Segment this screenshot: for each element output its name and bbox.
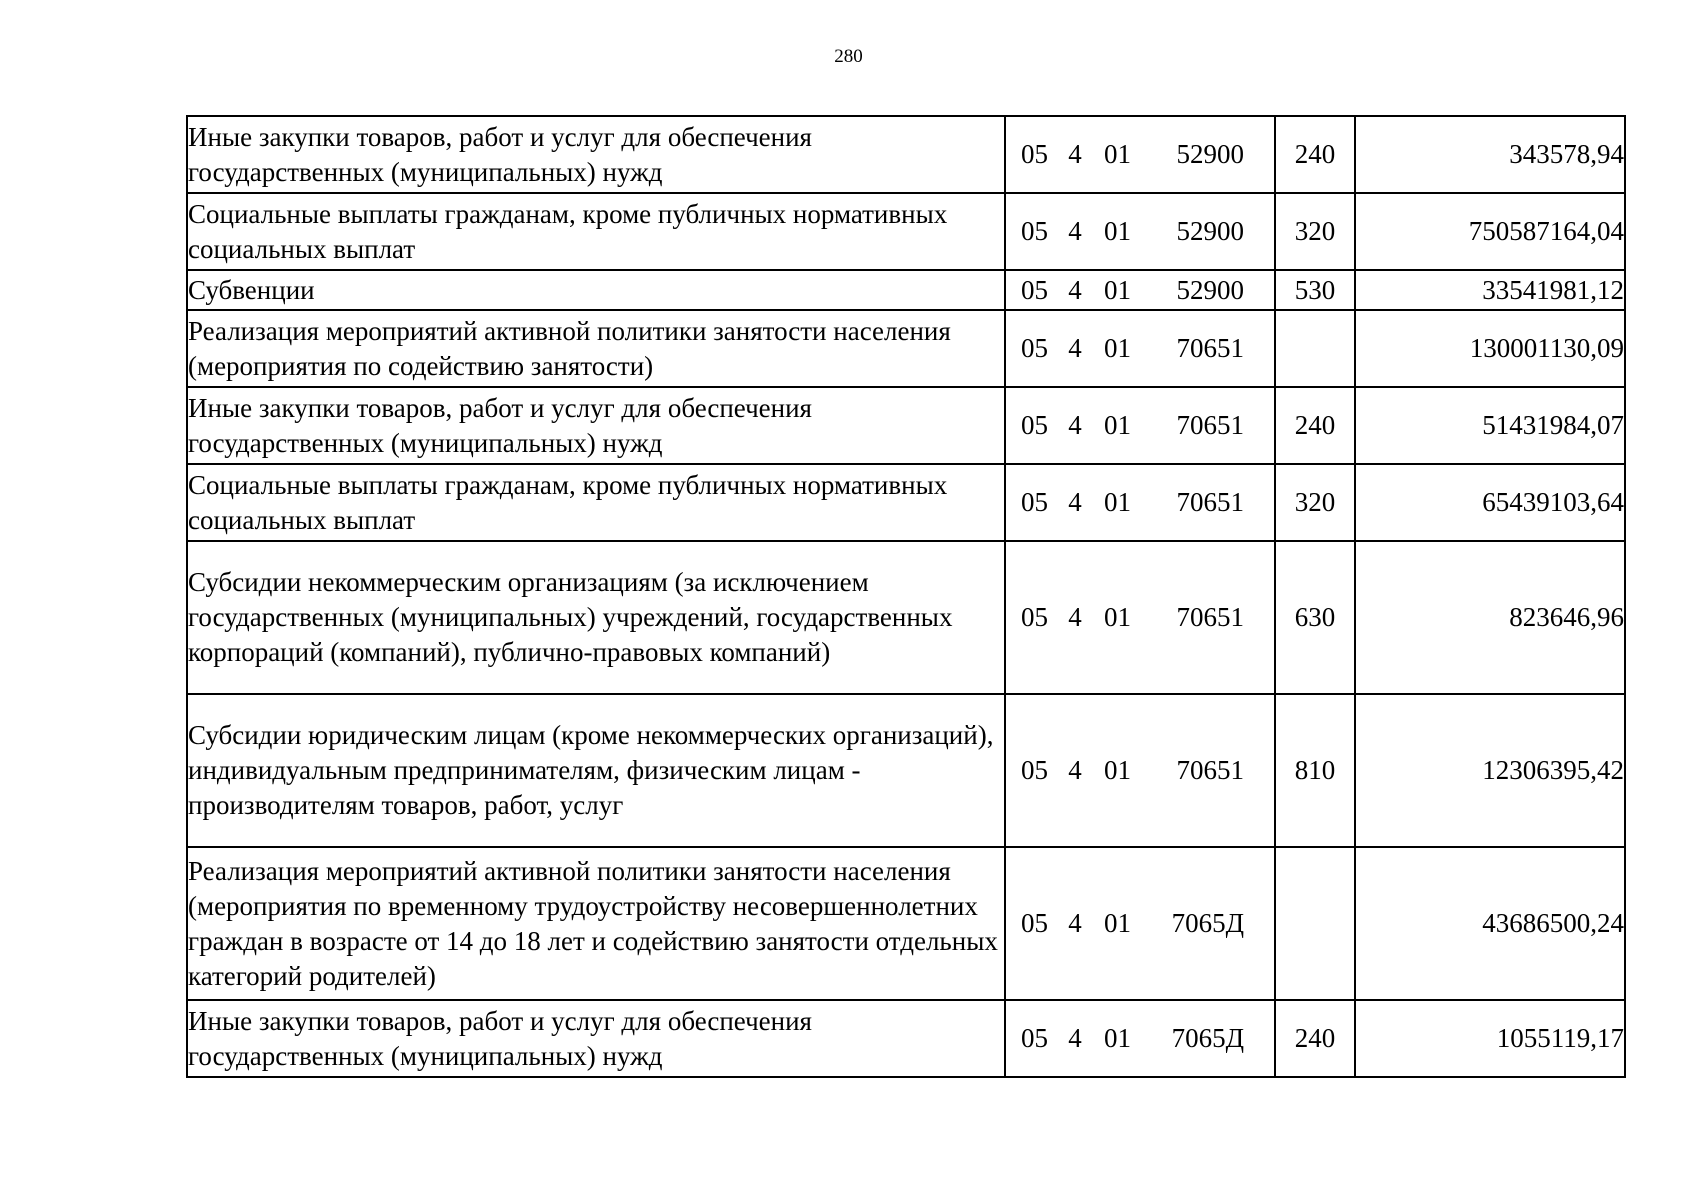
row-expense-type: 320	[1275, 464, 1355, 541]
row-code	[1005, 694, 1275, 847]
code-direction: 7065Д	[1171, 1023, 1244, 1053]
code-section: 05	[1021, 602, 1048, 632]
row-amount: 1055119,17	[1355, 1000, 1625, 1077]
code-program: 4	[1068, 274, 1082, 305]
code-direction: 70651	[1176, 487, 1244, 517]
code-subprogram: 01	[1104, 602, 1131, 632]
code-direction: 70651	[1176, 755, 1244, 785]
row-code	[1005, 193, 1275, 270]
row-expense-type: 810	[1275, 694, 1355, 847]
row-name: Реализация мероприятий активной политики занятости населения (мероприятия по временному трудоустройству несовершеннолетних граждан в возрасте от 14 до 18 лет и содействию занятости отдельных категорий родителей)	[187, 847, 1005, 1000]
code-program: 4	[1068, 908, 1082, 938]
code-program: 4	[1068, 1023, 1082, 1053]
row-amount: 12306395,42	[1355, 694, 1625, 847]
code-subprogram: 01	[1104, 487, 1131, 517]
row-name: Субсидии некоммерческим организациям (за исключением государственных (муниципальных) учреждений, государственных корпораций (компаний), публично-правовых компаний)	[187, 541, 1005, 694]
code-section: 05	[1021, 216, 1048, 246]
row-amount: 343578,94	[1355, 116, 1625, 193]
code-section: 05	[1021, 410, 1048, 440]
code-program: 4	[1068, 410, 1082, 440]
row-code	[1005, 541, 1275, 694]
code-section: 05	[1021, 487, 1048, 517]
row-name: Социальные выплаты гражданам, кроме публичных нормативных социальных выплат	[187, 464, 1005, 541]
row-amount: 823646,96	[1355, 541, 1625, 694]
row-name: Субсидии юридическим лицам (кроме некоммерческих организаций), индивидуальным предпринимателям, физическим лицам - производителям товаров, работ, услуг	[187, 694, 1005, 847]
row-amount: 65439103,64	[1355, 464, 1625, 541]
row-name: Иные закупки товаров, работ и услуг для обеспечения государственных (муниципальных) нужд	[187, 116, 1005, 193]
code-section: 05	[1021, 274, 1048, 305]
code-program: 4	[1068, 755, 1082, 785]
row-code	[1005, 847, 1275, 1000]
code-program: 4	[1068, 333, 1082, 363]
row-code	[1005, 270, 1275, 310]
table-row	[187, 541, 1625, 694]
code-subprogram: 01	[1104, 216, 1131, 246]
code-subprogram: 01	[1104, 755, 1131, 785]
budget-table-body	[187, 116, 1625, 1077]
code-subprogram: 01	[1104, 139, 1131, 169]
code-direction: 52900	[1176, 274, 1244, 305]
table-row	[187, 1000, 1625, 1077]
table-row	[187, 270, 1625, 310]
row-code	[1005, 464, 1275, 541]
code-section: 05	[1021, 755, 1048, 785]
code-direction: 52900	[1176, 216, 1244, 246]
code-direction: 7065Д	[1171, 908, 1244, 938]
row-expense-type: 240	[1275, 116, 1355, 193]
code-direction: 70651	[1176, 602, 1244, 632]
page-number: 280	[834, 46, 863, 67]
table-row	[187, 193, 1625, 270]
table-row	[187, 464, 1625, 541]
code-program: 4	[1068, 216, 1082, 246]
row-expense-type	[1275, 310, 1355, 387]
code-subprogram: 01	[1104, 1023, 1131, 1053]
row-code	[1005, 387, 1275, 464]
budget-table	[186, 115, 1626, 1078]
table-row	[187, 694, 1625, 847]
row-amount: 130001130,09	[1355, 310, 1625, 387]
code-section: 05	[1021, 908, 1048, 938]
code-direction: 70651	[1176, 333, 1244, 363]
row-amount: 33541981,12	[1355, 270, 1625, 310]
code-direction: 52900	[1176, 139, 1244, 169]
row-name: Иные закупки товаров, работ и услуг для обеспечения государственных (муниципальных) нужд	[187, 1000, 1005, 1077]
row-expense-type: 240	[1275, 1000, 1355, 1077]
row-expense-type: 630	[1275, 541, 1355, 694]
row-code	[1005, 310, 1275, 387]
row-amount: 750587164,04	[1355, 193, 1625, 270]
row-code	[1005, 1000, 1275, 1077]
row-name: Субвенции	[187, 270, 1005, 310]
code-section: 05	[1021, 1023, 1048, 1053]
table-row	[187, 387, 1625, 464]
code-program: 4	[1068, 487, 1082, 517]
row-name: Иные закупки товаров, работ и услуг для обеспечения государственных (муниципальных) нужд	[187, 387, 1005, 464]
code-subprogram: 01	[1104, 274, 1131, 305]
table-row	[187, 310, 1625, 387]
code-section: 05	[1021, 139, 1048, 169]
row-amount: 51431984,07	[1355, 387, 1625, 464]
row-expense-type: 240	[1275, 387, 1355, 464]
table-row	[187, 116, 1625, 193]
code-section: 05	[1021, 333, 1048, 363]
code-subprogram: 01	[1104, 908, 1131, 938]
table-row	[187, 847, 1625, 1000]
row-expense-type: 530	[1275, 270, 1355, 310]
row-amount: 43686500,24	[1355, 847, 1625, 1000]
row-expense-type	[1275, 847, 1355, 1000]
row-name: Социальные выплаты гражданам, кроме публичных нормативных социальных выплат	[187, 193, 1005, 270]
row-code	[1005, 116, 1275, 193]
code-subprogram: 01	[1104, 333, 1131, 363]
code-subprogram: 01	[1104, 410, 1131, 440]
code-program: 4	[1068, 139, 1082, 169]
code-direction: 70651	[1176, 410, 1244, 440]
row-expense-type: 320	[1275, 193, 1355, 270]
row-name: Реализация мероприятий активной политики занятости населения (мероприятия по содействию занятости)	[187, 310, 1005, 387]
code-program: 4	[1068, 602, 1082, 632]
